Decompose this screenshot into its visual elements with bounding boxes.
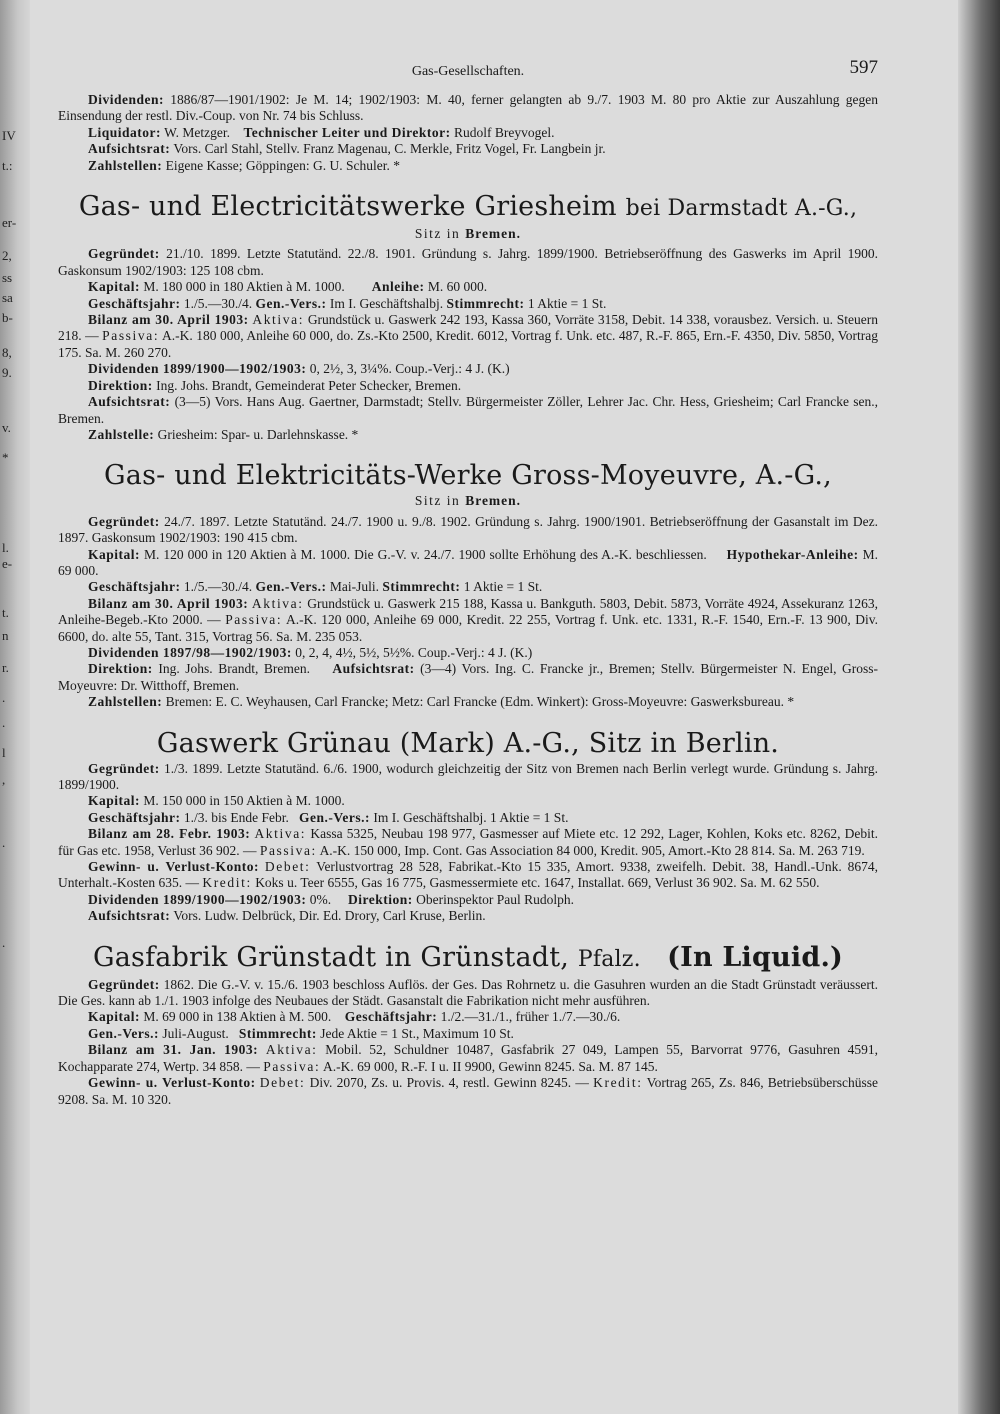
margin-fragment: 8, xyxy=(2,345,12,360)
founded-line: Gegründet: 24./7. 1897. Letzte Statutänd. 24./7. 1900 u. 9./8. 1902. Gründung s. Jahrg. 1900/1901. Betriebseröffnung der Gasanstalt im Dez. 1897. Gaskonsum 1902/1903: 190 415 cbm. xyxy=(58,513,879,546)
capital-line: Kapital: M. 150 000 in 150 Aktien à M. 1000. xyxy=(88,793,345,809)
paying-agents-line: Zahlstellen: Eigene Kasse; Göppingen: G. U. Schuler. * xyxy=(88,157,400,173)
capital-line: Kapital: M. 180 000 in 180 Aktien à M. 1000. Anleihe: M. 60 000. xyxy=(88,279,488,295)
margin-fragment: er- xyxy=(2,215,17,230)
margin-fragment: sa xyxy=(2,290,13,305)
previous-page-margin xyxy=(0,0,30,1414)
profit-loss-line: Gewinn- u. Verlust-Konto: Debet: Div. 2070, Zs. u. Provis. 4, restl. Gewinn 8245. — Kredit: Vortrag 265, Zs. 846, Betriebsüberschüsse 9208. Sa. M. 10 320. xyxy=(58,1075,879,1107)
fiscal-line: Geschäftsjahr: 1./3. bis Ende Febr. Gen.-Vers.: Im I. Geschäftshalbj. 1 Aktie = 1 St. xyxy=(88,809,569,825)
board-line: Aufsichtsrat: Vors. Carl Stahl, Stellv. Franz Magenau, C. Merkle, Fritz Vogel, Fr. Langbein jr. xyxy=(88,141,606,157)
company-entry-griesheim xyxy=(58,192,878,443)
board-line: Aufsichtsrat: Vors. Ludw. Delbrück, Dir. Ed. Drory, Carl Kruse, Berlin. xyxy=(88,908,486,924)
scan-right-edge xyxy=(958,0,1000,1414)
founded-line: Gegründet: 1862. Die G.-V. v. 15./6. 1903 beschloss Auflös. der Ges. Das Rohrnetz u. die Gasuhren wurden an die Stadt Grünstadt veräussert. Die Ges. kann ab 1./1. 1903 infolge des Neubaues der Städt. Gasanstalt die Fabrikation nicht mehr ausführen. xyxy=(58,976,878,1009)
margin-fragment: . xyxy=(2,835,6,850)
page xyxy=(58,57,879,1126)
dividends-line: Dividenden 1899/1900—1902/1903: 0, 2½, 3, 3¼%. Coup.-Verj.: 4 J. (K.) xyxy=(88,361,510,377)
section-title: Gas-Gesellschaften. xyxy=(411,64,525,79)
running-head xyxy=(58,57,878,84)
company-title: Gas- und Electricitätswerke Griesheim bei Darmstadt A.-G., xyxy=(78,191,858,223)
management-board-line: Direktion: Ing. Johs. Brandt, Bremen. Aufsichtsrat: (3—4) Vors. Ing. C. Francke jr., Bremen; Stellv. Bürgermeister N. Engel, Gross-Moyeuvre: Dr. Witthoff, Bremen. xyxy=(58,661,879,693)
margin-fragment: l. xyxy=(2,540,9,555)
dividends-line: Dividenden: 1886/87—1901/1902: Je M. 14; 1902/1903: M. 40, ferner gelangten ab 9./7. 1903 M. 80 pro Aktie zur Auszahlung gegen Einsendung der restl. Div.-Coup. von Nr. 74 bis Schluss. xyxy=(58,92,878,124)
margin-fragment: t.: xyxy=(2,158,13,173)
capital-line: Kapital: M. 69 000 in 138 Aktien à M. 500. Geschäftsjahr: 1./2.—31./1., früher 1./7.—30./6. xyxy=(88,1009,621,1025)
company-seat: Sitz in Bremen. xyxy=(414,493,522,509)
founded-line: Gegründet: 1./3. 1899. Letzte Statutänd. 6./6. 1900, wodurch gleichzeitig der Sitz von Bremen nach Berlin verlegt wurde. Gründung s. Jahrg. 1899/1900. xyxy=(58,760,879,792)
paying-agent-line: Zahlstelle: Griesheim: Spar- u. Darlehnskasse. * xyxy=(88,426,359,442)
paying-agents-line: Zahlstellen: Bremen: E. C. Weyhausen, Carl Francke; Metz: Carl Francke (Edm. Winkert): Gross-Moyeuvre: Gaswerksbureau. * xyxy=(88,694,795,710)
dividends-line: Dividenden 1899/1900—1902/1903: 0%. Direktion: Oberinspektor Paul Rudolph. xyxy=(88,891,575,907)
company-seat: Sitz in Bremen. xyxy=(414,226,522,242)
company-entry-gruenau xyxy=(58,729,878,925)
liquidator-line: Liquidator: W. Metzger. Technischer Leiter und Direktor: Rudolf Breyvogel. xyxy=(88,124,555,140)
fiscal-line: Geschäftsjahr: 1./5.—30./4. Gen.-Vers.: Mai-Juli. Stimmrecht: 1 Aktie = 1 St. xyxy=(88,579,543,595)
margin-fragment: r. xyxy=(2,660,9,675)
margin-fragment: . xyxy=(2,690,6,705)
margin-fragment: b- xyxy=(2,310,13,325)
capital-line: Kapital: M. 120 000 in 120 Aktien à M. 1000. Die G.-V. v. 24./7. 1900 sollte Erhöhung des A.-K. beschliessen. Hypothekar-Anleihe: M. 69 000. xyxy=(58,546,879,578)
balance-line: Bilanz am 30. April 1903: Aktiva: Grundstück u. Gaswerk 215 188, Kassa u. Bankguth. 5803, Debit. 5873, Vorräte 4924, Assekuranz 1263, Anleihe-Begeb.-Kto 2000. — Passiva: A.-K. 120 000, Anleihe 69 000, Kredit. 22 255, Vortrag f. Unk. etc. 1331, R.-F. 1540, Ern.-F. 13 900, Div. 6600, do. alte 55, Tant. 315, Vortrag 56. Sa. M. 235 053. xyxy=(58,595,879,644)
balance-line: Bilanz am 30. April 1903: Aktiva: Grundstück u. Gaswerk 242 193, Kassa 360, Vorräte 3158, Debit. 14 338, vorausbez. Versich. u. Steuern 218. — Passiva: A.-K. 180 000, Anleihe 60 000, do. Zs.-Kto 2500, Kredit. 6012, Vortrag f. Unk. etc. 487, R.-F. 865, Ern.-F. 4350, Div. 5850, Vortrag 175. Sa. M. 260 270. xyxy=(58,312,879,360)
management-line: Direktion: Ing. Johs. Brandt, Gemeinderat Peter Schecker, Bremen. xyxy=(88,377,462,393)
board-line: Aufsichtsrat: (3—5) Vors. Hans Aug. Gaertner, Darmstadt; Stellv. Bürgermeister Zöller, Lehrer Jac. Chr. Hess, Griesheim; Carl Francke sen., Bremen. xyxy=(58,394,879,426)
margin-fragment: * xyxy=(2,450,9,465)
margin-fragment: l xyxy=(2,745,6,760)
dividends-line: Dividenden 1897/98—1902/1903: 0, 2, 4, 4½, 5½, 5½%. Coup.-Verj.: 4 J. (K.) xyxy=(88,644,533,660)
balance-line: Bilanz am 31. Jan. 1903: Aktiva: Mobil. 52, Schuldner 10487, Gasfabrik 27 049, Lampen 55, Barvorrat 9776, Gasuhren 4591, Kochapparate 274, Wertp. 34 858. — Passiva: A.-K. 69 000, R.-F. I u. II 9900, Gewinn 8245. Sa. M. 87 145. xyxy=(58,1042,878,1074)
margin-fragment: e- xyxy=(2,556,13,571)
fiscal-line: Geschäftsjahr: 1./5.—30./4. Gen.-Vers.: Im I. Geschäftshalbj. Stimmrecht: 1 Aktie = 1 St. xyxy=(88,295,607,311)
margin-fragment: . xyxy=(2,935,6,950)
company-entry-gruenstadt xyxy=(58,943,878,1108)
company-title: Gaswerk Grünau (Mark) A.-G., Sitz in Berlin. xyxy=(156,727,780,759)
company-entry-gross-moyeuvre xyxy=(58,461,878,710)
balance-line: Bilanz am 28. Febr. 1903: Aktiva: Kassa 5325, Neubau 198 977, Gasmesser auf Miete etc. 12 292, Lager, Kohlen, Koks etc. 8262, Debit. für Gas etc. 1958, Verlust 36 902. — Passiva: A.-K. 150 000, Imp. Cont. Gas Association 84 000, Kredit. 905, Amort.-Kto 28 814. Sa. M. 263 719. xyxy=(58,826,879,858)
founded-line: Gegründet: 21./10. 1899. Letzte Statutänd. 22./8. 1901. Gründung s. Jahrg. 1899/1900. Betriebseröffnung des Gaswerks im April 1900. Gaskonsum 1902/1903: 125 108 cbm. xyxy=(58,246,878,278)
margin-fragment: . xyxy=(2,715,6,730)
entry-continued xyxy=(58,92,878,174)
company-title: Gasfabrik Grünstadt in Grünstadt, Pfalz. (In Liquid.) xyxy=(92,941,844,973)
company-title: Gas- und Elektricitäts-Werke Gross-Moyeuvre, A.-G., xyxy=(104,460,832,492)
margin-fragment: ss xyxy=(2,270,13,285)
profit-loss-line: Gewinn- u. Verlust-Konto: Debet: Verlustvortrag 28 528, Fabrikat.-Kto 15 335, Amort. 9338, zweifelh. Debit. 38, Handl.-Unk. 8674, Unterhalt.-Kosten 635. — Kredit: Koks u. Teer 6555, Gas 16 775, Gasmessermiete etc. 1647, Installat. 669, Verlust 36 902. Sa. M. 62 550. xyxy=(58,859,878,891)
page-number: 597 xyxy=(849,57,878,78)
margin-fragment: 9. xyxy=(2,365,12,380)
margin-fragment: n xyxy=(2,628,9,643)
meeting-line: Gen.-Vers.: Juli-August. Stimmrecht: Jede Aktie = 1 St., Maximum 10 St. xyxy=(88,1025,514,1041)
margin-fragment: 2, xyxy=(2,248,12,263)
margin-fragment: v. xyxy=(2,420,11,435)
margin-fragment: , xyxy=(2,772,6,787)
margin-fragment: t. xyxy=(2,605,9,620)
margin-fragment: IV xyxy=(2,128,16,143)
